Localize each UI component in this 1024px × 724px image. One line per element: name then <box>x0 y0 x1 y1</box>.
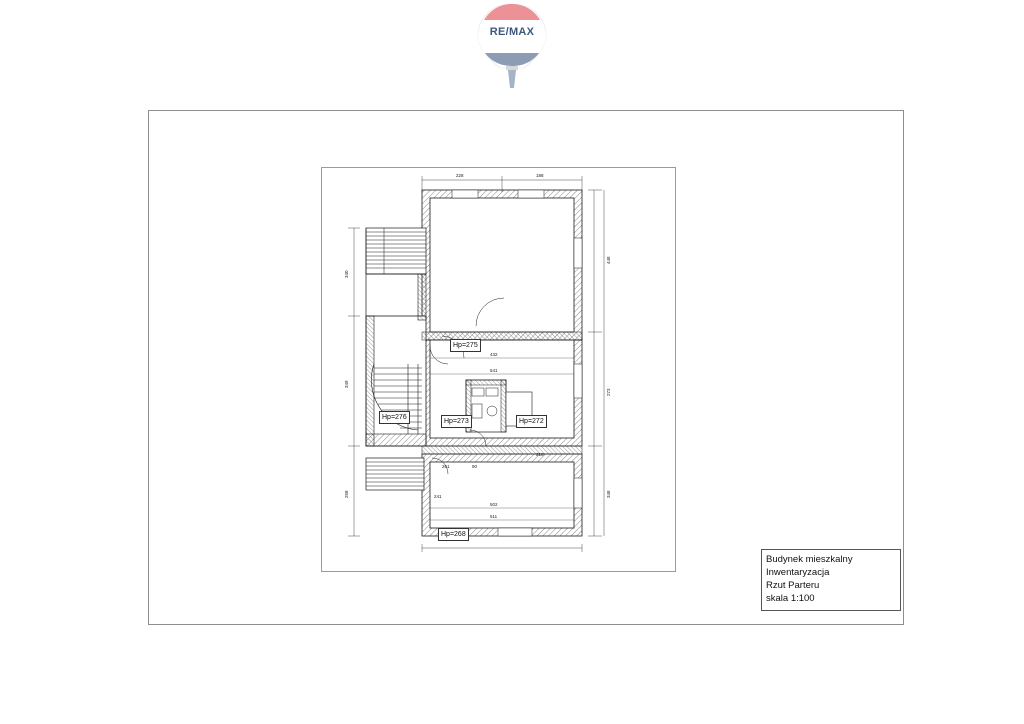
svg-text:511: 511 <box>490 514 498 519</box>
title-line-scale: skala 1:100 <box>766 593 815 604</box>
room-label-hp273: Hp=273 <box>441 415 472 428</box>
svg-text:90: 90 <box>472 464 478 469</box>
svg-text:188: 188 <box>536 173 544 178</box>
floor-plan-drawing <box>322 168 675 571</box>
title-line-floor: Rzut Parteru <box>766 580 820 591</box>
room-label-hp272: Hp=272 <box>516 415 547 428</box>
title-block <box>761 549 901 611</box>
room-label-hp276: Hp=276 <box>379 411 410 424</box>
svg-text:448: 448 <box>606 256 611 264</box>
svg-text:228: 228 <box>456 173 464 178</box>
svg-text:348: 348 <box>606 490 611 498</box>
svg-text:432: 432 <box>490 352 498 357</box>
drawing-sheet <box>148 110 904 625</box>
svg-text:502: 502 <box>490 502 498 507</box>
remax-watermark <box>470 2 554 94</box>
room-label-hp275: Hp=275 <box>450 339 481 352</box>
svg-text:541: 541 <box>490 368 498 373</box>
svg-text:340: 340 <box>344 270 349 278</box>
svg-text:258: 258 <box>344 490 349 498</box>
floor-plan-frame <box>321 167 676 572</box>
room-label-hp268: Hp=268 <box>438 528 469 541</box>
svg-text:261: 261 <box>442 464 450 469</box>
remax-wordmark: RE/MAX <box>489 26 535 38</box>
svg-text:349: 349 <box>344 380 349 388</box>
title-line-building: Budynek mieszkalny <box>766 554 853 565</box>
title-line-inventory: Inwentaryzacja <box>766 567 830 578</box>
svg-text:273: 273 <box>606 388 611 396</box>
svg-text:241: 241 <box>434 494 442 499</box>
svg-text:218: 218 <box>536 452 544 457</box>
